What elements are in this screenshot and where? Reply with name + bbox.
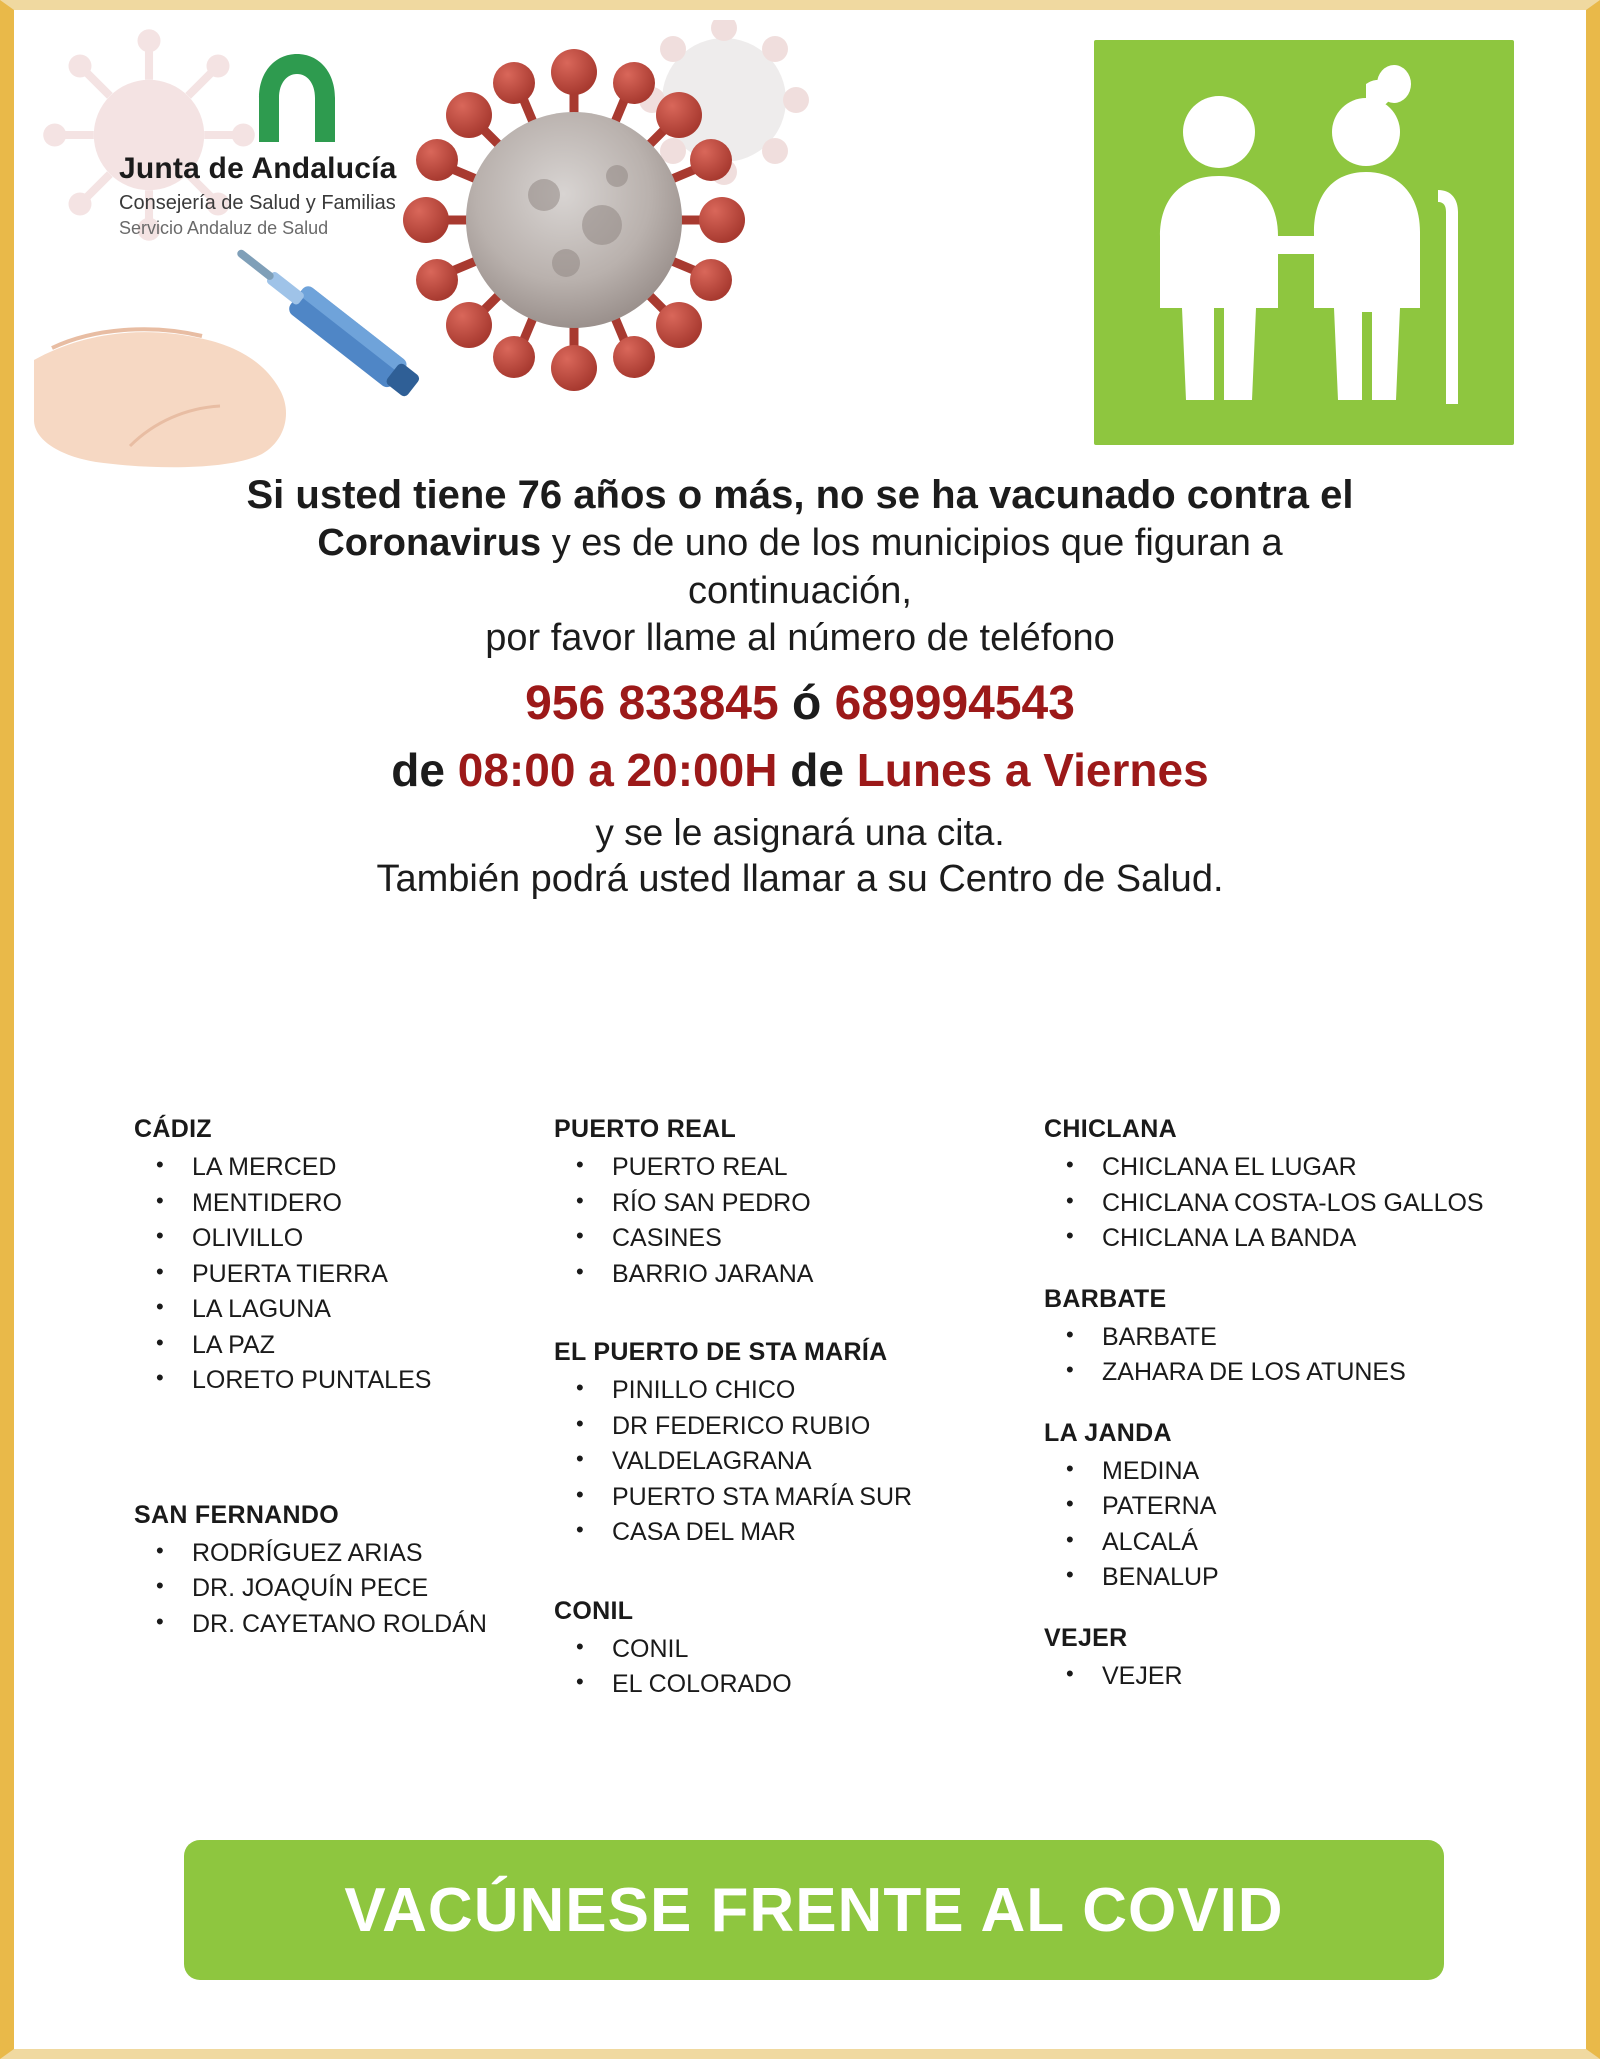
- list-item: • CHICLANA LA BANDA: [1044, 1221, 1514, 1257]
- list-item: • PUERTA TIERRA: [134, 1257, 554, 1293]
- list-item: • CASA DEL MAR: [554, 1515, 1034, 1551]
- list-la-janda: [1044, 1454, 1514, 1596]
- message-coronavirus-word: Coronavirus: [317, 522, 542, 564]
- list-item: • CASINES: [554, 1221, 1034, 1257]
- column-cadiz-san-fernando: [134, 1115, 554, 1648]
- poster-header: [14, 10, 1586, 480]
- list-conil: [554, 1632, 1034, 1703]
- list-item: • PATERNA: [1044, 1489, 1514, 1525]
- list-item: • PINILLO CHICO: [554, 1373, 1034, 1409]
- list-item: • CONIL: [554, 1632, 1034, 1668]
- message-line-5: y se le asignará una cita.: [595, 811, 1005, 853]
- group-conil: [554, 1597, 1034, 1703]
- list-item: • DR. JOAQUÍN PECE: [134, 1571, 554, 1607]
- group-title-la-janda: LA JANDA: [1044, 1418, 1172, 1447]
- hand-with-syringe-icon: [34, 240, 504, 470]
- list-san-fernando: [134, 1536, 554, 1643]
- group-puerto-real: [554, 1115, 1034, 1292]
- message-line-4: por favor llame al número de teléfono: [485, 617, 1115, 659]
- spacer: [134, 1405, 554, 1501]
- list-barbate: [1044, 1320, 1514, 1391]
- group-title-conil: CONIL: [554, 1596, 634, 1625]
- list-item: • PUERTO STA MARÍA SUR: [554, 1480, 1034, 1516]
- hours-range: 08:00 a 20:00H: [457, 744, 778, 797]
- group-title-el-puerto-de-sta-maria: EL PUERTO DE STA MARÍA: [554, 1338, 888, 1366]
- list-item: • RÍO SAN PEDRO: [554, 1186, 1034, 1222]
- group-title-puerto-real: PUERTO REAL: [554, 1115, 737, 1143]
- list-el-puerto-de-sta-maria: [554, 1373, 1034, 1551]
- phone-number-primary: 956 833845: [525, 676, 779, 730]
- logo-department: Consejería de Salud y Familias: [119, 192, 396, 214]
- message-line-6: También podrá usted llamar a su Centro de Salud.: [376, 857, 1224, 900]
- junta-de-andalucia-logo: [119, 50, 519, 239]
- list-item: • RODRÍGUEZ ARIAS: [134, 1536, 554, 1572]
- message-line-2-rest: y es de uno de los municipios que figuran a: [541, 522, 1283, 564]
- list-item: • VALDELAGRANA: [554, 1444, 1034, 1480]
- message-line-3: continuación,: [688, 569, 912, 612]
- banner-text: VACÚNESE FRENTE AL COVID: [344, 1875, 1284, 1945]
- list-vejer: [1044, 1659, 1514, 1695]
- group-title-san-fernando: SAN FERNANDO: [134, 1500, 339, 1529]
- list-item: • LA PAZ: [134, 1328, 554, 1364]
- group-el-puerto-de-sta-maria: [554, 1338, 1034, 1551]
- phone-numbers: [14, 675, 1586, 733]
- poster-inner: [14, 10, 1586, 2049]
- hours-prefix: de: [391, 744, 458, 797]
- list-item: • MEDINA: [1044, 1454, 1514, 1490]
- list-cadiz: [134, 1150, 554, 1399]
- elderly-couple-panel: [1094, 40, 1514, 445]
- list-item: • LA LAGUNA: [134, 1292, 554, 1328]
- list-item: • DR FEDERICO RUBIO: [554, 1409, 1034, 1445]
- service-hours: [14, 742, 1586, 800]
- main-message: [14, 470, 1586, 903]
- hours-days: Lunes a Viernes: [856, 744, 1209, 797]
- column-chiclana-vejer: [1044, 1115, 1514, 1700]
- group-vejer: [1044, 1624, 1514, 1695]
- logo-service: Servicio Andaluz de Salud: [119, 218, 329, 238]
- list-chiclana: [1044, 1150, 1514, 1257]
- group-san-fernando: [134, 1501, 554, 1643]
- list-item: • LA MERCED: [134, 1150, 554, 1186]
- list-item: • CHICLANA COSTA-LOS GALLOS: [1044, 1186, 1514, 1222]
- list-item: • CHICLANA EL LUGAR: [1044, 1150, 1514, 1186]
- column-puerto-real-conil: [554, 1115, 1034, 1709]
- group-barbate: [1044, 1285, 1514, 1391]
- group-cadiz: [134, 1115, 554, 1399]
- list-item: • ALCALÁ: [1044, 1525, 1514, 1561]
- vaccination-banner: [184, 1840, 1444, 1980]
- group-chiclana: [1044, 1115, 1514, 1257]
- list-item: • PUERTO REAL: [554, 1150, 1034, 1186]
- logo-org-name: Junta de Andalucía: [119, 152, 397, 185]
- group-title-chiclana: CHICLANA: [1044, 1115, 1177, 1143]
- list-item: • OLIVILLO: [134, 1221, 554, 1257]
- list-item: • VEJER: [1044, 1659, 1514, 1695]
- spacer: [554, 1557, 1034, 1597]
- elderly-couple-pictogram-icon: [1094, 40, 1514, 445]
- message-line-1: Si usted tiene 76 años o más, no se ha vacunado contra el: [246, 473, 1354, 517]
- list-item: • EL COLORADO: [554, 1667, 1034, 1703]
- andalucia-arch-logo-icon: [249, 50, 345, 146]
- group-title-vejer: VEJER: [1044, 1623, 1128, 1652]
- phone-separator: ó: [792, 676, 822, 730]
- municipality-columns: [114, 1115, 1514, 1805]
- group-title-cadiz: CÁDIZ: [134, 1115, 212, 1143]
- list-item: • BENALUP: [1044, 1560, 1514, 1596]
- group-title-barbate: BARBATE: [1044, 1284, 1167, 1313]
- phone-number-secondary: 689994543: [834, 676, 1075, 730]
- list-puerto-real: [554, 1150, 1034, 1292]
- list-item: • BARBATE: [1044, 1320, 1514, 1356]
- list-item: • MENTIDERO: [134, 1186, 554, 1222]
- spacer: [554, 1298, 1034, 1338]
- spacer: [1044, 1263, 1514, 1285]
- list-item: • ZAHARA DE LOS ATUNES: [1044, 1355, 1514, 1391]
- list-item: • LORETO PUNTALES: [134, 1363, 554, 1399]
- message-line-2: [14, 520, 1586, 568]
- list-item: • BARRIO JARANA: [554, 1257, 1034, 1293]
- spacer: [1044, 1397, 1514, 1419]
- spacer: [1044, 1602, 1514, 1624]
- group-la-janda: [1044, 1419, 1514, 1596]
- list-item: • DR. CAYETANO ROLDÁN: [134, 1607, 554, 1643]
- hours-middle: de: [777, 744, 857, 797]
